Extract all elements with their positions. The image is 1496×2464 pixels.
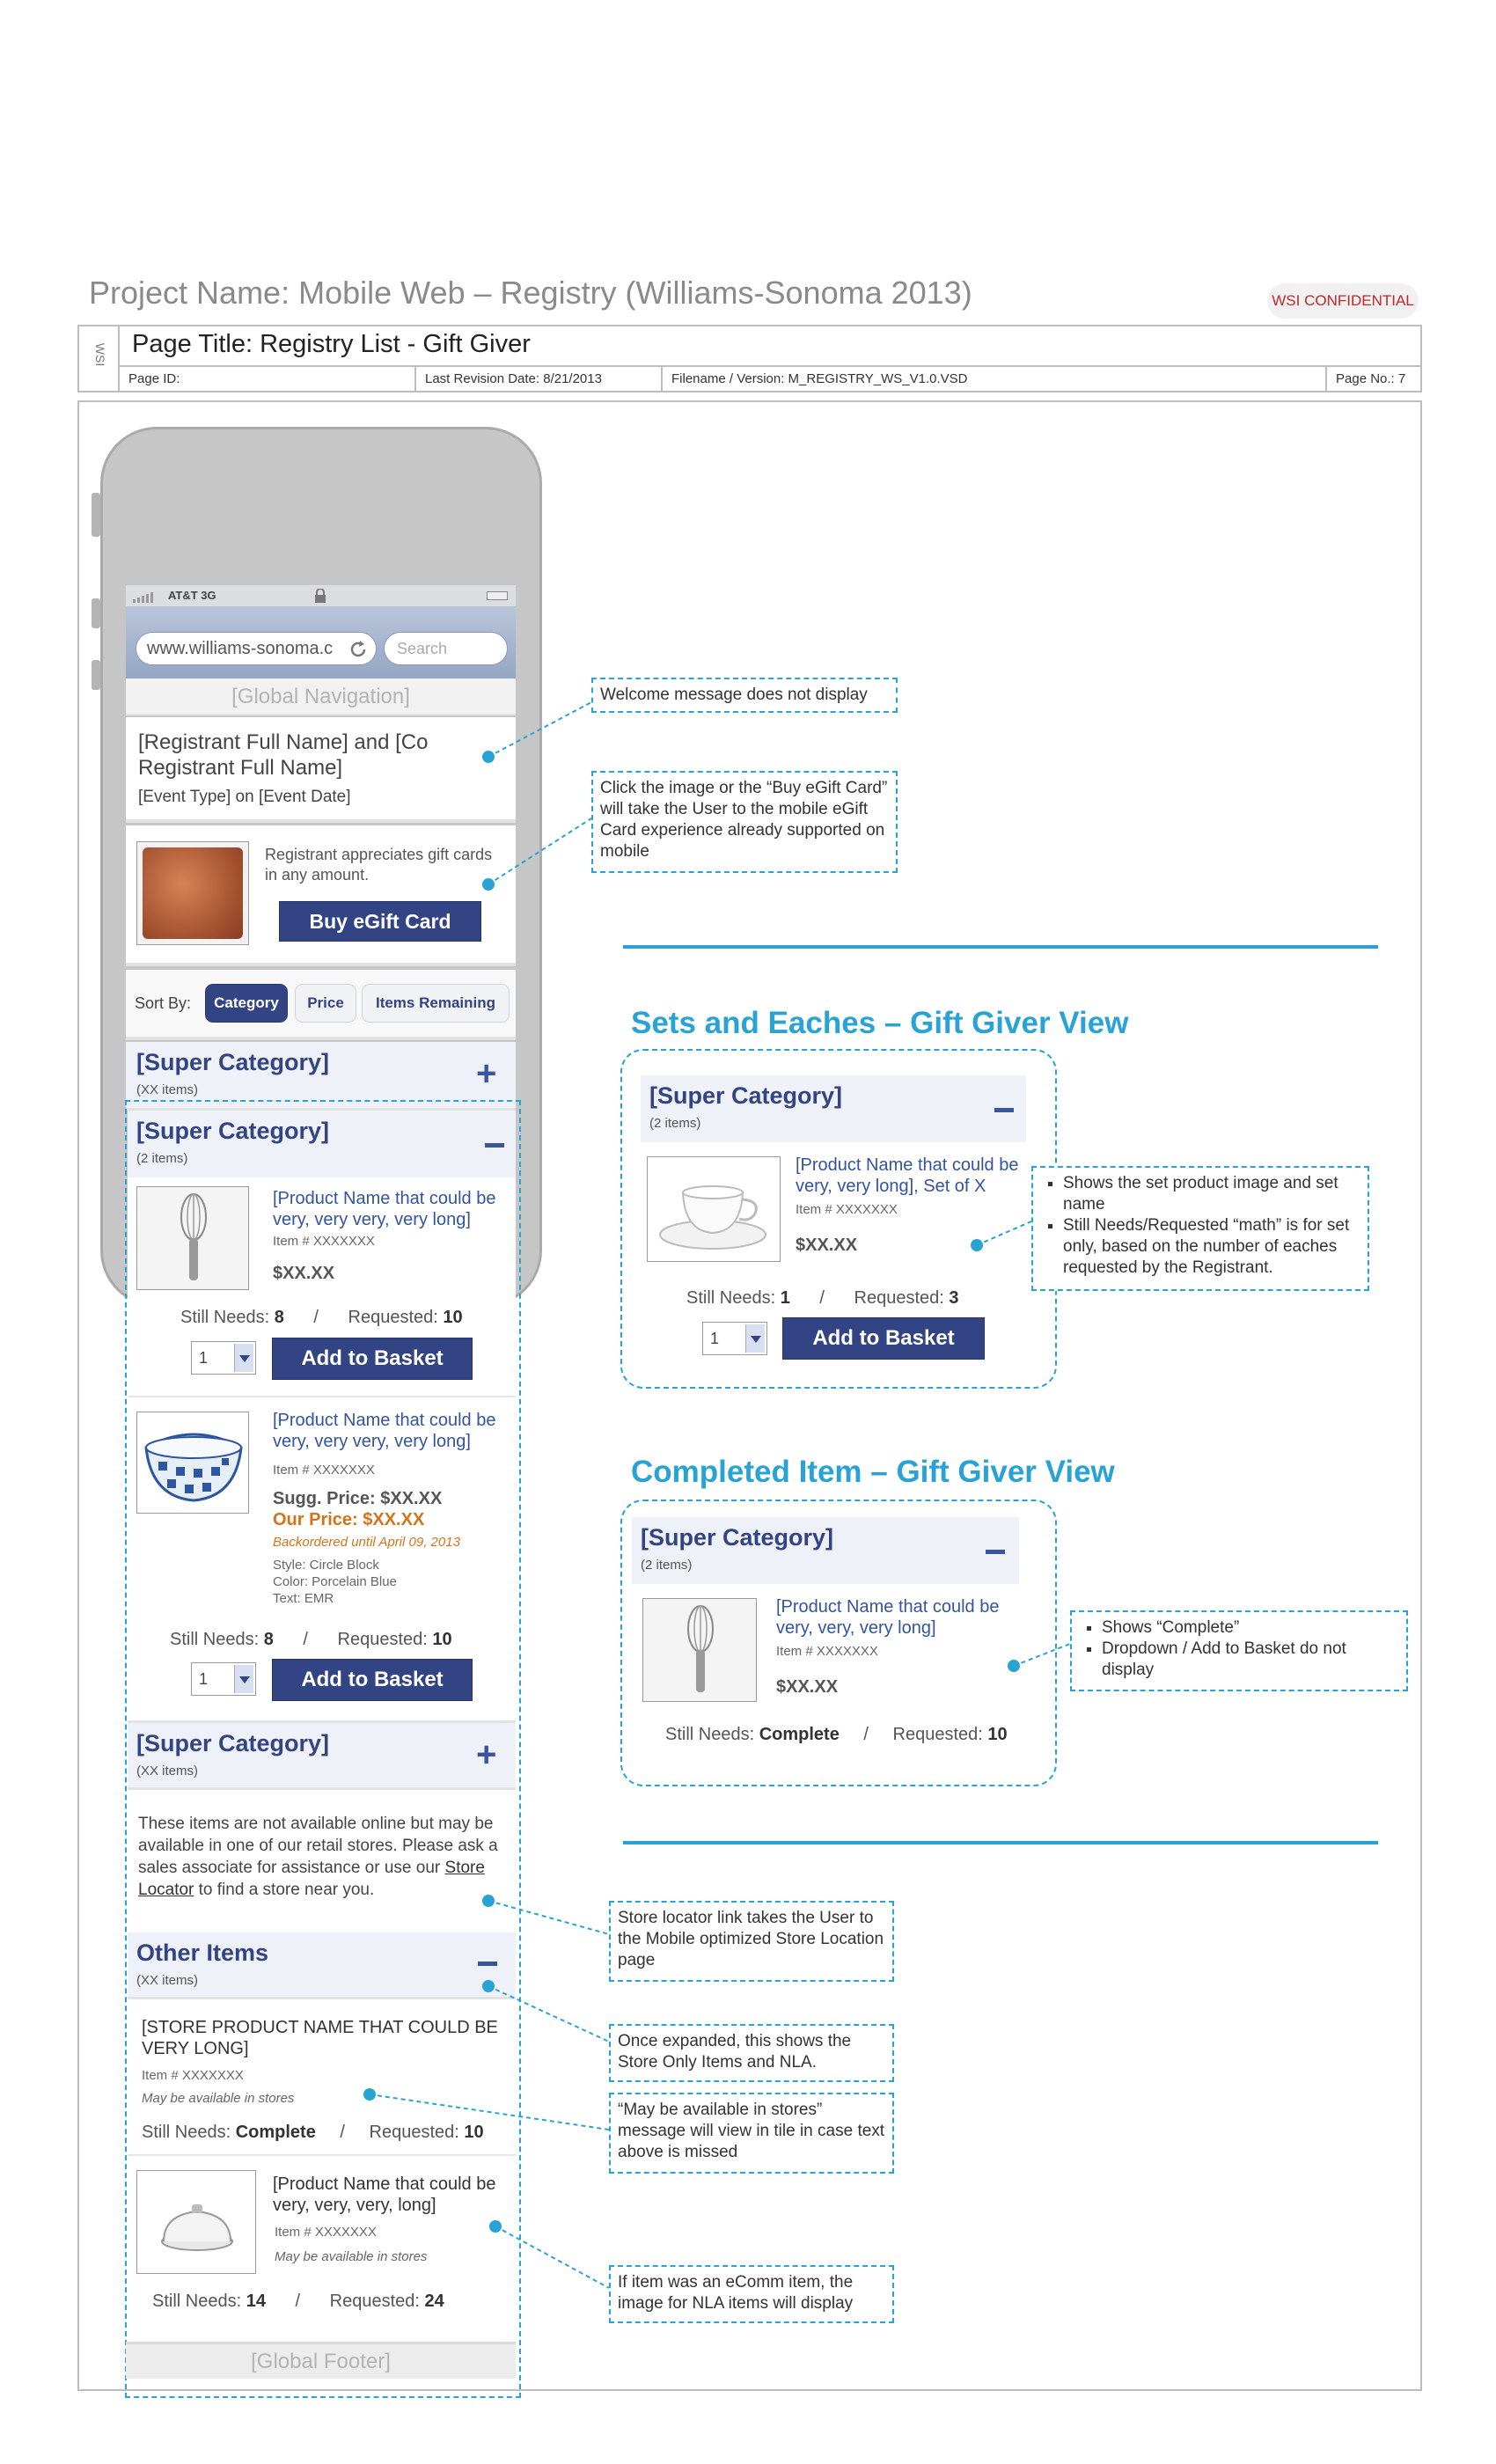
item-number: Item # XXXXXXX xyxy=(796,1202,898,1217)
requested-label: Requested: xyxy=(348,1308,438,1327)
still-needs-value: 8 xyxy=(274,1308,284,1327)
cup-and-saucer-icon xyxy=(648,1157,781,1263)
category-count: (2 items) xyxy=(136,1151,188,1166)
sort-price-button[interactable]: Price xyxy=(295,984,356,1023)
category-title: [Super Category] xyxy=(136,1049,330,1075)
completed-product-image[interactable] xyxy=(642,1598,757,1702)
expand-plus-icon[interactable]: + xyxy=(476,1054,497,1093)
completed-category-header[interactable] xyxy=(632,1517,1019,1584)
note-expanded: Once expanded, this shows the Store Only Items and NLA. xyxy=(609,2024,894,2082)
store-message-tail: to find a store near you. xyxy=(194,1881,375,1899)
still-needs-label: Still Needs: xyxy=(180,1308,270,1327)
search-placeholder: Search xyxy=(397,640,448,657)
item-number: Item # XXXXXXX xyxy=(273,1463,375,1478)
expand-plus-icon[interactable]: + xyxy=(476,1735,497,1774)
note-store-locator: Store locator link takes the User to the Mobile optimized Store Location page xyxy=(609,1901,894,1982)
last-revision-date: Last Revision Date: 8/21/2013 xyxy=(414,367,661,391)
buy-egift-card-button[interactable]: Buy eGift Card xyxy=(279,901,481,942)
still-needs-value: 14 xyxy=(246,2292,266,2311)
requested-label: Requested: xyxy=(854,1288,944,1308)
completed-section-title: Completed Item – Gift Giver View xyxy=(631,1455,1115,1489)
collapse-minus-icon[interactable] xyxy=(994,1108,1014,1112)
set-product-image[interactable] xyxy=(647,1156,781,1262)
sets-note-list xyxy=(1040,1173,1360,1279)
annotation-marker xyxy=(482,751,495,763)
annotation-marker xyxy=(482,1895,495,1907)
requested-label: Requested: xyxy=(892,1725,983,1744)
separator: / xyxy=(819,1288,825,1308)
still-needs-requested xyxy=(665,1725,1008,1745)
section-divider xyxy=(623,945,1378,949)
registrant-names: [Registrant Full Name] and [Co Registrant Full Name] xyxy=(138,730,429,780)
suggested-price: Sugg. Price: $XX.XX xyxy=(273,1489,443,1508)
collapse-minus-icon[interactable] xyxy=(986,1550,1005,1554)
requested-label: Requested: xyxy=(329,2292,420,2311)
still-needs-label: Still Needs: xyxy=(142,2123,231,2142)
product-price: $XX.XX xyxy=(796,1236,858,1255)
whisk-icon xyxy=(643,1599,758,1703)
category-title: [Super Category] xyxy=(136,1118,330,1144)
still-needs-value: 8 xyxy=(263,1630,274,1649)
sets-category-header[interactable] xyxy=(641,1075,1026,1142)
global-footer[interactable]: [Global Footer] xyxy=(126,2342,516,2379)
category-count: (XX items) xyxy=(136,1764,199,1778)
completed-note-list xyxy=(1079,1617,1399,1681)
project-title: Project Name: Mobile Web – Registry (Williams-Sonoma 2013) xyxy=(89,275,972,311)
available-in-stores: May be available in stores xyxy=(142,2091,295,2106)
requested-label: Requested: xyxy=(337,1630,428,1649)
page-number: Page No.: 7 xyxy=(1325,367,1420,391)
requested-value: 10 xyxy=(443,1308,463,1327)
category-count: (XX items) xyxy=(136,1082,199,1097)
sets-section-title: Sets and Eaches – Gift Giver View xyxy=(631,1006,1129,1040)
item-number: Item # XXXXXXX xyxy=(142,2068,244,2083)
still-needs-value: Complete xyxy=(235,2123,316,2142)
separator: / xyxy=(340,2123,345,2142)
nla-product-name: [Product Name that could be very, very, very, long] xyxy=(273,2174,496,2215)
product-name-link[interactable]: [Product Name that could be very, very very, very long] xyxy=(273,1189,496,1229)
annotation-marker xyxy=(482,1980,495,1992)
other-items-count: (XX items) xyxy=(136,1973,199,1988)
note-egift: Click the image or the “Buy eGift Card” will take the User to the mobile eGift Card experience already supported on mobile xyxy=(591,771,898,873)
item-number: Item # XXXXXXX xyxy=(275,2225,377,2240)
sort-label: Sort By: xyxy=(135,994,192,1012)
url-text: www.williams-sonoma.c xyxy=(147,639,334,658)
category-title: [Super Category] xyxy=(641,1524,834,1551)
requested-value: 10 xyxy=(432,1630,452,1649)
annotation-marker xyxy=(482,878,495,891)
category-count: (2 items) xyxy=(649,1116,701,1131)
quantity-select[interactable] xyxy=(702,1322,767,1355)
still-needs-requested xyxy=(686,1288,959,1309)
quantity-value: 1 xyxy=(199,1670,209,1688)
annotation-marker xyxy=(489,2220,502,2233)
still-needs-value: Complete xyxy=(759,1725,840,1744)
product-name-link[interactable]: [Product Name that could be very, very very, very long] xyxy=(273,1411,496,1451)
section-divider xyxy=(623,1841,1378,1844)
page-title: Page Title: Registry List - Gift Giver xyxy=(132,330,531,358)
separator: / xyxy=(313,1308,319,1327)
sets-note-item: ▪ Still Needs/Requested “math” is for set only, based on the number of eaches requested by the Registrant. xyxy=(1063,1215,1360,1279)
completed-product-name-link[interactable]: [Product Name that could be very, very, very long] xyxy=(776,1597,1000,1638)
still-needs-label: Still Needs: xyxy=(152,2292,242,2311)
dropdown-arrow-icon xyxy=(745,1324,765,1353)
store-product-name: [STORE PRODUCT NAME THAT COULD BE VERY LONG] xyxy=(142,2018,498,2058)
product-price: $XX.XX xyxy=(273,1264,335,1283)
sort-category-button[interactable]: Category xyxy=(205,984,288,1023)
note-ecomm: If item was an eComm item, the image for NLA items will display xyxy=(609,2265,894,2323)
product-price: $XX.XX xyxy=(776,1677,839,1697)
separator: / xyxy=(303,1630,308,1649)
carrier-label: AT&T 3G xyxy=(168,589,216,602)
add-to-basket-button[interactable]: Add to Basket xyxy=(272,1659,473,1701)
sort-items-remaining-button[interactable]: Items Remaining xyxy=(362,984,510,1023)
set-product-name-link[interactable]: [Product Name that could be very, very long], Set of X xyxy=(796,1155,1019,1196)
separator: / xyxy=(863,1725,869,1744)
store-locator-link[interactable]: Store Locator xyxy=(138,1859,485,1899)
other-items-title: Other Items xyxy=(136,1940,269,1966)
egift-message: Registrant appreciates gift cards in any amount. xyxy=(265,846,493,884)
quantity-value: 1 xyxy=(199,1349,209,1367)
add-to-basket-button[interactable]: Add to Basket xyxy=(272,1338,473,1380)
annotation-marker xyxy=(363,2088,376,2101)
still-needs-label: Still Needs: xyxy=(686,1288,776,1308)
event-line: [Event Type] on [Event Date] xyxy=(138,788,351,806)
confidential-badge: WSI CONFIDENTIAL xyxy=(1267,283,1419,319)
completed-note-item: ▪ Dropdown / Add to Basket do not display xyxy=(1102,1639,1399,1681)
requested-value: 10 xyxy=(464,2123,484,2142)
separator: / xyxy=(295,2292,301,2311)
store-message-text: These items are not available online but may be available in one of our retail stores. Please ask a sales associate for assistance or use our xyxy=(138,1815,498,1877)
category-count: (2 items) xyxy=(641,1558,693,1573)
note-welcome: Welcome message does not display xyxy=(591,678,898,713)
requested-value: 3 xyxy=(949,1288,959,1308)
requested-value: 24 xyxy=(424,2292,444,2311)
requested-value: 10 xyxy=(987,1725,1008,1744)
filename-version: Filename / Version: M_REGISTRY_WS_V1.0.VSD xyxy=(661,367,1325,391)
still-needs-value: 1 xyxy=(780,1288,790,1308)
note-completed xyxy=(1070,1610,1408,1691)
text-attribute: Text: EMR xyxy=(273,1591,334,1606)
wsi-label-text: WSI xyxy=(93,342,108,367)
still-needs-label: Still Needs: xyxy=(665,1725,755,1744)
still-needs-label: Still Needs: xyxy=(170,1630,260,1649)
backordered-notice: Backordered until April 09, 2013 xyxy=(273,1535,460,1550)
note-may-be-available: “May be available in stores” message will view in tile in case text above is missed xyxy=(609,2093,894,2174)
completed-note-item: ▪ Shows “Complete” xyxy=(1102,1617,1399,1639)
item-number: Item # XXXXXXX xyxy=(776,1644,878,1659)
note-sets xyxy=(1031,1166,1369,1291)
global-navigation[interactable]: [Global Navigation] xyxy=(126,678,516,715)
page-id: Page ID: xyxy=(128,371,180,386)
item-number: Item # XXXXXXX xyxy=(273,1234,375,1249)
sets-note-item: ▪ Shows the set product image and set name xyxy=(1063,1173,1360,1215)
available-in-stores: May be available in stores xyxy=(275,2249,428,2264)
style-attribute: Style: Circle Block xyxy=(273,1558,379,1573)
category-title: [Super Category] xyxy=(649,1082,843,1109)
our-price: Our Price: $XX.XX xyxy=(273,1510,425,1529)
color-attribute: Color: Porcelain Blue xyxy=(273,1574,397,1589)
category-title: [Super Category] xyxy=(136,1730,330,1756)
quantity-value: 1 xyxy=(710,1330,720,1347)
requested-label: Requested: xyxy=(369,2123,459,2142)
add-to-basket-button[interactable]: Add to Basket xyxy=(782,1317,985,1360)
